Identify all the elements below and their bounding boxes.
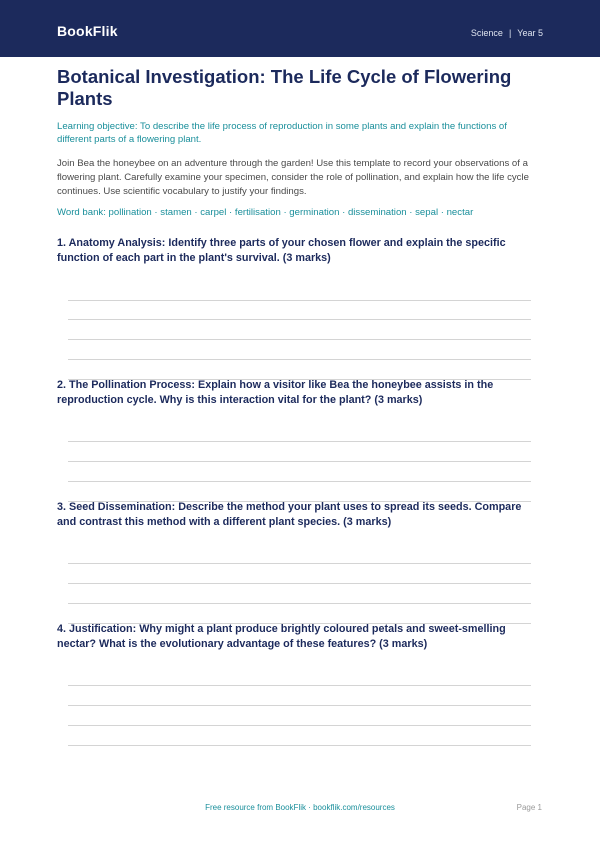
answer-line-q2-2[interactable] xyxy=(68,461,531,462)
answer-line-q1-1[interactable] xyxy=(68,300,531,301)
intro-paragraph: Join Bea the honeybee on an adventure through the garden! Use this template to record your observations of a flowering plant. Carefully examine your specimen, consider the role of pollination, and explain how the life cycle continues. Use scientific vocabulary to justify your findings. xyxy=(57,158,529,197)
answer-line-q4-1[interactable] xyxy=(68,685,531,686)
word-bank: Word bank: pollination · stamen · carpel · fertilisation · germination · dissemination · sepal · nectar xyxy=(57,207,474,218)
question-4: 4. Justification: Why might a plant produce brightly coloured petals and sweet-smelling nectar? What is the evolutionary advantage of these features? (3 marks) xyxy=(57,623,506,650)
question-3: 3. Seed Dissemination: Describe the method your plant uses to spread its seeds. Compare and contrast this method with a different plant species. (3 marks) xyxy=(57,501,522,528)
answer-line-q4-2[interactable] xyxy=(68,705,531,706)
year-label: Year 5 xyxy=(517,28,543,38)
answer-line-q1-4[interactable] xyxy=(68,359,531,360)
brand-logo: BookFlik xyxy=(57,23,118,39)
page-header xyxy=(0,0,600,57)
page-number: Page 1 xyxy=(516,803,542,812)
answer-line-q2-3[interactable] xyxy=(68,481,531,482)
question-2: 2. The Pollination Process: Explain how a visitor like Bea the honeybee assists in the reproduction cycle. Why is this interaction vital for the plant? (3 marks) xyxy=(57,379,494,406)
answer-line-q4-3[interactable] xyxy=(68,725,531,726)
footer-credit[interactable]: Free resource from BookFlik · bookflik.com/resources xyxy=(205,803,395,812)
answer-line-q1-2[interactable] xyxy=(68,319,531,320)
worksheet-title: Botanical Investigation: The Life Cycle of Flowering Plants xyxy=(57,66,512,109)
answer-line-q1-3[interactable] xyxy=(68,339,531,340)
subject-meta xyxy=(471,28,543,38)
answer-line-q4-4[interactable] xyxy=(68,745,531,746)
learning-objective: Learning objective: To describe the life process of reproduction in some plants and explain the functions of different parts of a flowering plant. xyxy=(57,121,507,145)
answer-line-q3-1[interactable] xyxy=(68,563,531,564)
answer-line-q3-3[interactable] xyxy=(68,603,531,604)
meta-separator: | xyxy=(508,28,512,38)
answer-line-q2-1[interactable] xyxy=(68,441,531,442)
answer-line-q3-2[interactable] xyxy=(68,583,531,584)
question-1: 1. Anatomy Analysis: Identify three parts of your chosen flower and explain the specific function of each part in the plant's survival. (3 marks) xyxy=(57,237,506,264)
subject-label: Science xyxy=(470,28,503,38)
